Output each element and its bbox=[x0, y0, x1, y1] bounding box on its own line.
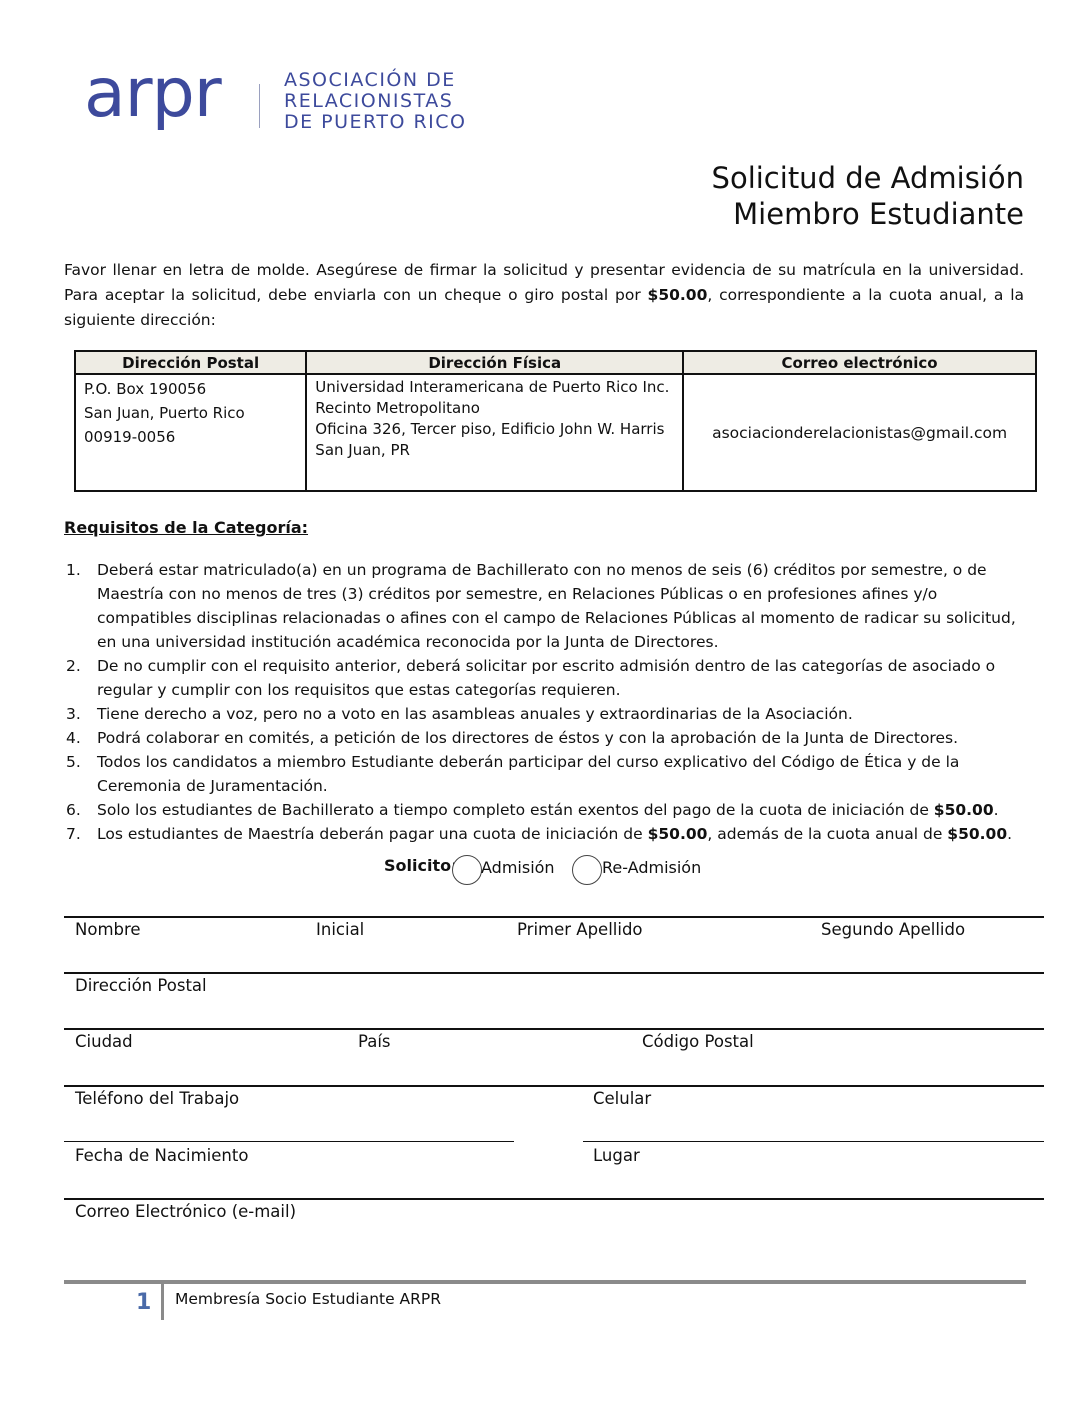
requirement-item bbox=[64, 558, 1024, 654]
readmision-label: Re-Admisión bbox=[602, 858, 702, 877]
fecha-nacimiento-label: Fecha de Nacimiento bbox=[75, 1146, 249, 1165]
requirement-text: Solo los estudiantes de Bachillerato a tiempo completo están exentos del pago de la cuota de iniciación de bbox=[97, 801, 934, 819]
postal-line: P.O. Box 190056 bbox=[84, 380, 207, 398]
requirement-number: 1. bbox=[66, 561, 81, 579]
intro-amount: $50.00 bbox=[647, 286, 708, 304]
requirement-text: Tiene derecho a voz, pero no a voto en las asambleas anuales y extraordinarias de la Asociación. bbox=[97, 705, 853, 723]
solicito-label: Solicito bbox=[384, 856, 452, 875]
postal-address-cell bbox=[75, 374, 306, 491]
address-table-row bbox=[75, 374, 1036, 491]
requirements-list bbox=[64, 558, 1024, 846]
requirement-number: 6. bbox=[66, 801, 81, 819]
requirement-tail: . bbox=[993, 801, 999, 819]
telefono-trabajo-label: Teléfono del Trabajo bbox=[75, 1089, 240, 1108]
solicito-row bbox=[384, 856, 456, 875]
lugar-label: Lugar bbox=[593, 1146, 640, 1165]
email-cell: asociacionderelacionistas@gmail.com bbox=[683, 374, 1036, 491]
readmision-radio[interactable] bbox=[572, 855, 602, 885]
title-line-1: Solicitud de Admisión bbox=[711, 161, 1024, 195]
physical-line: Universidad Interamericana de Puerto Rico Inc. bbox=[315, 378, 670, 396]
logo-line-2: RELACIONISTAS bbox=[284, 90, 454, 112]
admision-label: Admisión bbox=[481, 858, 555, 877]
requirement-item bbox=[64, 750, 1024, 798]
footer-rule bbox=[64, 1280, 1026, 1284]
requirement-item bbox=[64, 798, 1024, 822]
segundo-apellido-label: Segundo Apellido bbox=[821, 920, 966, 939]
inicial-label: Inicial bbox=[316, 920, 365, 939]
physical-address-cell bbox=[306, 374, 683, 491]
requirement-text: Todos los candidatos a miembro Estudiante deberán participar del curso explicativo del Código de Ética y de la Ceremonia de Juramentación. bbox=[97, 753, 960, 795]
physical-line: San Juan, PR bbox=[315, 441, 410, 459]
ciudad-field-line[interactable] bbox=[64, 1085, 1044, 1087]
requirement-text: Deberá estar matriculado(a) en un programa de Bachillerato con no menos de seis (6) créditos por semestre, o de Maestría con no menos de tres (3) créditos por semestre, en Relaciones Públicas o en profesiones afines y/o compatibles disciplinas relacionadas o afines con el campo de Relaciones Públicas al momento de radicar su solicitud, en una universidad institución académica reconocida por la Junta de Directores. bbox=[97, 561, 1016, 651]
requirement-mid: , además de la cuota anual de bbox=[707, 825, 948, 843]
logo-line-1: ASOCIACIÓN DE bbox=[284, 69, 456, 91]
intro-text-before: Favor llenar en letra de molde. Asegúrese de firmar la solicitud y presentar evidencia de su matrícula en la universidad. Para aceptar la solicitud, debe enviarla con un cheque o giro postal por bbox=[64, 261, 1024, 304]
requirement-tail: . bbox=[1007, 825, 1013, 843]
direccion-field-line[interactable] bbox=[64, 1028, 1044, 1030]
address-table bbox=[74, 350, 1037, 492]
nombre-field-line[interactable] bbox=[64, 972, 1044, 974]
form-rule bbox=[64, 916, 1044, 918]
fecha-field-line[interactable] bbox=[64, 1198, 1044, 1200]
postal-line: 00919-0056 bbox=[84, 428, 176, 446]
title-line-2: Miembro Estudiante bbox=[733, 197, 1024, 231]
postal-line: San Juan, Puerto Rico bbox=[84, 404, 245, 422]
nombre-label: Nombre bbox=[75, 920, 141, 939]
page-title bbox=[712, 160, 1024, 232]
ciudad-label: Ciudad bbox=[75, 1032, 133, 1051]
physical-line: Oficina 326, Tercer piso, Edificio John W. Harris bbox=[315, 420, 665, 438]
intro-paragraph bbox=[64, 258, 1024, 333]
requirement-number: 4. bbox=[66, 729, 81, 747]
footer-divider bbox=[161, 1284, 164, 1320]
logo-line-3: DE PUERTO RICO bbox=[284, 111, 467, 133]
requirement-item bbox=[64, 702, 1024, 726]
pais-label: País bbox=[358, 1032, 391, 1051]
requirement-amount: $50.00 bbox=[647, 825, 708, 843]
celular-label: Celular bbox=[593, 1089, 652, 1108]
arpr-logo-mark: arpr bbox=[84, 54, 221, 133]
requirements-heading: Requisitos de la Categoría: bbox=[64, 518, 309, 537]
requirement-amount: $50.00 bbox=[933, 801, 994, 819]
footer-text: Membresía Socio Estudiante ARPR bbox=[175, 1290, 442, 1308]
logo-divider bbox=[259, 84, 260, 128]
requirement-number: 5. bbox=[66, 753, 81, 771]
header-physical-address: Dirección Física bbox=[306, 351, 683, 374]
header-postal-address: Dirección Postal bbox=[75, 351, 306, 374]
requirement-text: De no cumplir con el requisito anterior, deberá solicitar por escrito admisión dentro de las categorías de asociado o regular y cumplir con los requisitos que estas categorías requieren. bbox=[97, 657, 996, 699]
intro-text-after: , correspondiente a la cuota anual, a la siguiente dirección: bbox=[64, 286, 1024, 329]
requirement-number: 7. bbox=[66, 825, 81, 843]
requirement-number: 2. bbox=[66, 657, 81, 675]
address-table-header-row bbox=[75, 351, 1036, 374]
requirement-item bbox=[64, 654, 1024, 702]
direccion-postal-label: Dirección Postal bbox=[75, 976, 207, 995]
requirement-text: Podrá colaborar en comités, a petición de los directores de éstos y con la aprobación de la Junta de Directores. bbox=[97, 729, 958, 747]
telefono-field-line[interactable] bbox=[64, 1141, 514, 1142]
logo-organization-name bbox=[284, 70, 467, 133]
requirement-amount-2: $50.00 bbox=[947, 825, 1008, 843]
primer-apellido-label: Primer Apellido bbox=[517, 920, 643, 939]
codigo-postal-label: Código Postal bbox=[642, 1032, 754, 1051]
requirement-item bbox=[64, 726, 1024, 750]
correo-label: Correo Electrónico (e-mail) bbox=[75, 1202, 297, 1221]
page-number: 1 bbox=[136, 1290, 152, 1315]
requirement-number: 3. bbox=[66, 705, 81, 723]
celular-field-line[interactable] bbox=[583, 1141, 1044, 1142]
header-email: Correo electrónico bbox=[683, 351, 1036, 374]
physical-line: Recinto Metropolitano bbox=[315, 399, 480, 417]
requirement-text: Los estudiantes de Maestría deberán pagar una cuota de iniciación de bbox=[97, 825, 648, 843]
requirement-item bbox=[64, 822, 1024, 846]
admision-radio[interactable] bbox=[452, 855, 482, 885]
